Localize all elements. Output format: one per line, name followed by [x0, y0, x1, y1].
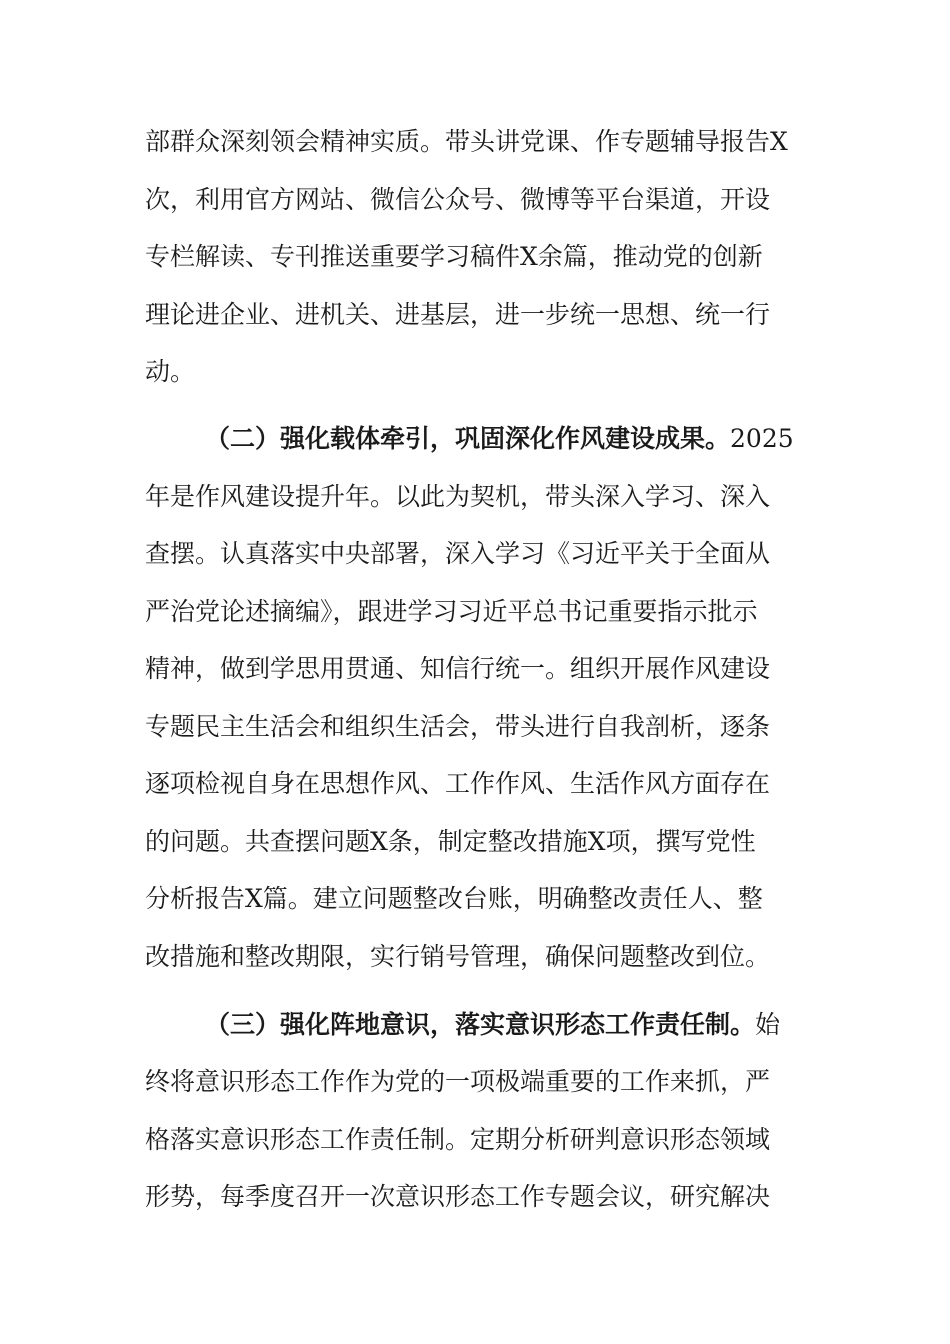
body-text-line: 次，利用官方网站、微信公众号、微博等平台渠道，开设 — [145, 185, 771, 214]
body-text-line: 查摆。认真落实中央部署，深入学习《习近平关于全面从 — [145, 539, 771, 568]
body-text-line: 专题民主生活会和组织生活会，带头进行自我剖析，逐条 — [145, 712, 771, 741]
body-text-line: 动。 — [145, 357, 196, 386]
body-text-line: 严治党论述摘编》，跟进学习习近平总书记重要指示批示 — [145, 597, 758, 626]
body-text-line: 专栏解读、专刊推送重要学习稿件X余篇，推动党的创新 — [145, 242, 763, 271]
body-text-line: 改措施和整改期限，实行销号管理，确保问题整改到位。 — [145, 942, 771, 971]
section-2-heading: （二）强化载体牵引，巩固深化作风建设成果。 — [205, 424, 731, 453]
body-text-line: 精神，做到学思用贯通、知信行统一。组织开展作风建设 — [145, 654, 771, 683]
body-text-line: 形势，每季度召开一次意识形态工作专题会议，研究解决 — [145, 1182, 771, 1211]
body-text-line: 终将意识形态工作作为党的一项极端重要的工作来抓，严 — [145, 1067, 771, 1096]
section-3-heading: （三）强化阵地意识，落实意识形态工作责任制。 — [205, 1010, 756, 1039]
section-2-first-line — [205, 424, 794, 454]
body-text-line: 的问题。共查摆问题X条，制定整改措施X项，撰写党性 — [145, 827, 756, 856]
body-text-line: 格落实意识形态工作责任制。定期分析研判意识形态领域 — [145, 1125, 771, 1154]
section-3-first-line — [205, 1010, 780, 1040]
body-text-line: 理论进企业、进机关、进基层，进一步统一思想、统一行 — [145, 300, 771, 329]
body-text-line: 分析报告X篇。建立问题整改台账，明确整改责任人、整 — [145, 884, 763, 913]
section-3-first-line-text: 始 — [755, 1010, 781, 1039]
body-text-line: 逐项检视自身在思想作风、工作作风、生活作风方面存在 — [145, 769, 771, 798]
section-2-first-line-text: 2025 — [730, 424, 794, 453]
body-text-line: 部群众深刻领会精神实质。带头讲党课、作专题辅导报告X — [145, 127, 788, 156]
body-text-line: 年是作风建设提升年。以此为契机，带头深入学习、深入 — [145, 482, 771, 511]
